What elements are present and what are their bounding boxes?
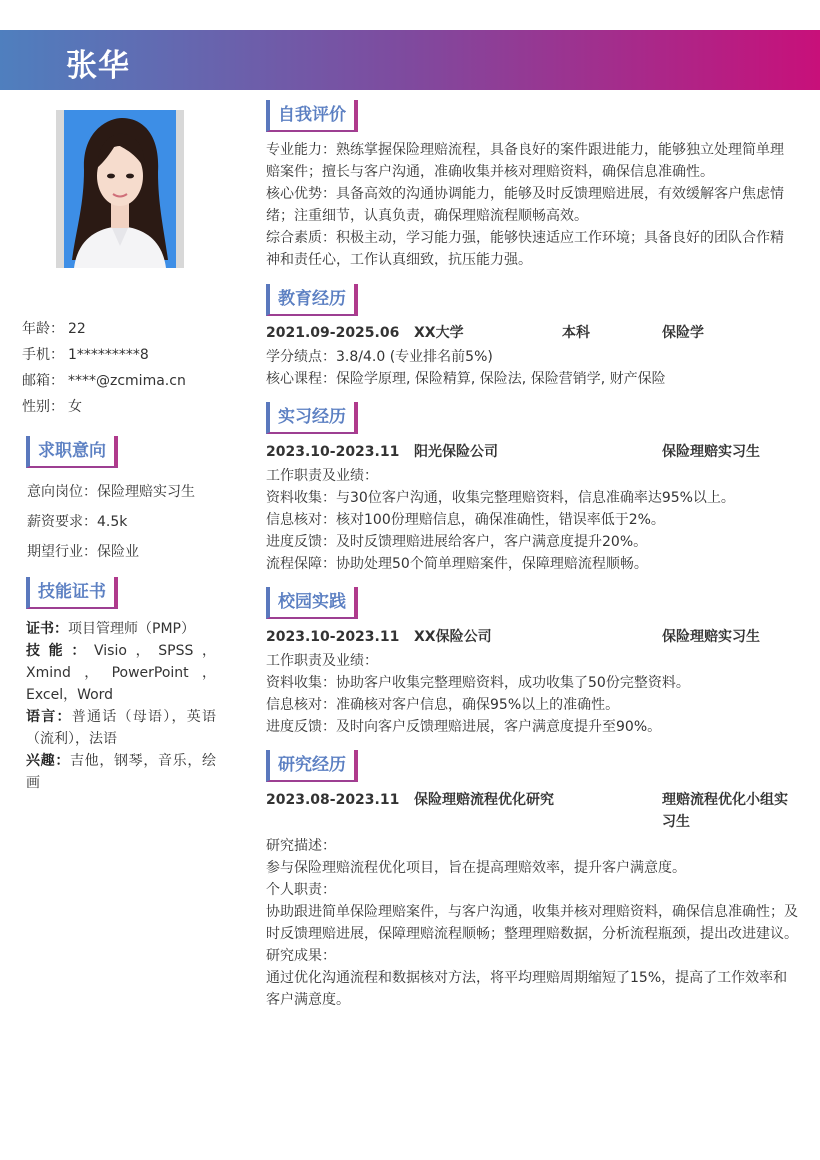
- internship-role: 保险理赔实习生: [662, 444, 760, 460]
- self-eval-strength: 核心优势：具备高效的沟通协调能力，能够及时反馈理赔进展，有效缓解客户焦虑情绪；注重细节，认真负责，确保理赔流程顺畅高效。: [266, 186, 784, 224]
- job-intent-list: [27, 477, 195, 567]
- section-title-self-eval: 自我评价: [266, 100, 358, 132]
- research-line: 研究成果：: [266, 948, 336, 964]
- internship-line: 工作职责及业绩：: [266, 468, 378, 484]
- skill-certificate: 证书：项目管理师（PMP）: [26, 621, 195, 637]
- campus-line: 工作职责及业绩：: [266, 653, 378, 669]
- research-line: 通过优化沟通流程和数据核对方法，将平均理赔周期缩短了15%，提高了工作效率和客户满意度。: [266, 970, 788, 1008]
- personal-info: [22, 316, 186, 420]
- internship-line: 流程保障：协助处理50个简单理赔案件，保障理赔流程顺畅。: [266, 556, 648, 572]
- info-phone: 手机： 1*********8: [22, 347, 149, 363]
- photo-portrait: [64, 110, 176, 268]
- section-title-research: 研究经历: [266, 750, 358, 782]
- info-gender: 性别： 女: [22, 399, 82, 415]
- intent-salary: 薪资要求：4.5k: [27, 514, 128, 530]
- profile-photo: [56, 110, 184, 268]
- internship-line: 资料收集：与30位客户沟通，收集完整理赔资料，信息准确率达95%以上。: [266, 490, 735, 506]
- research-line: 个人职责：: [266, 882, 336, 898]
- section-title-skills: 技能证书: [26, 577, 118, 609]
- section-title-campus: 校园实践: [266, 587, 358, 619]
- research-role: 理赔流程优化小组实习生: [662, 792, 788, 830]
- education-degree: 本科: [562, 325, 590, 341]
- skill-software: 技能：Visio，SPSS，Xmind，PowerPoint，Excel，Word: [26, 643, 217, 703]
- research-period: 2023.08-2023.11: [266, 792, 400, 808]
- campus-line: 信息核对：准确核对客户信息，确保95%以上的准确性。: [266, 697, 620, 713]
- research-details: [266, 835, 798, 1011]
- skill-interest: 兴趣：吉他，钢琴，音乐，绘画: [26, 753, 216, 791]
- campus-details: [266, 650, 798, 738]
- education-details: [266, 346, 798, 390]
- internship-details: [266, 465, 798, 575]
- self-eval-quality: 综合素质：积极主动，学习能力强，能够快速适应工作环境；具备良好的团队合作精神和责任心，工作认真细致，抗压能力强。: [266, 230, 784, 268]
- campus-line: 进度反馈：及时向客户反馈理赔进展，客户满意度提升至90%。: [266, 719, 662, 735]
- self-eval-text: [266, 139, 796, 271]
- skill-language: 语言：普通话（母语），英语（流利），法语: [26, 709, 216, 747]
- campus-role: 保险理赔实习生: [662, 629, 760, 645]
- research-project: 保险理赔流程优化研究: [414, 792, 554, 808]
- skills-list: [26, 618, 216, 794]
- internship-line: 信息核对：核对100份理赔信息，确保准确性，错误率低于2%。: [266, 512, 665, 528]
- education-courses: 核心课程：保险学原理, 保险精算, 保险法, 保险营销学, 财产保险: [266, 371, 666, 387]
- section-title-education: 教育经历: [266, 284, 358, 316]
- education-major: 保险学: [662, 325, 704, 341]
- header-banner: [0, 30, 820, 90]
- campus-company: XX保险公司: [414, 629, 492, 645]
- self-eval-professional: 专业能力：熟练掌握保险理赔流程，具备良好的案件跟进能力，能够独立处理简单理赔案件；擅长与客户沟通，准确收集并核对理赔资料，确保信息准确性。: [266, 142, 784, 180]
- info-age: 年龄： 22: [22, 321, 86, 337]
- candidate-name: 张华: [66, 48, 130, 84]
- education-gpa: 学分绩点：3.8/4.0 (专业排名前5%): [266, 349, 493, 365]
- section-title-job-intent: 求职意向: [26, 436, 118, 468]
- research-line: 研究描述：: [266, 838, 336, 854]
- education-school: XX大学: [414, 325, 464, 341]
- campus-period: 2023.10-2023.11: [266, 629, 400, 645]
- portrait-illustration: [64, 110, 176, 268]
- research-line: 协助跟进简单保险理赔案件，与客户沟通，收集并核对理赔资料，确保信息准确性；及时反馈理赔进展，保障理赔流程顺畅；整理理赔数据，分析流程瓶颈，提出改进建议。: [266, 904, 798, 942]
- research-line: 参与保险理赔流程优化项目，旨在提高理赔效率，提升客户满意度。: [266, 860, 686, 876]
- intent-position: 意向岗位：保险理赔实习生: [27, 484, 195, 500]
- internship-company: 阳光保险公司: [414, 444, 498, 460]
- internship-line: 进度反馈：及时反馈理赔进展给客户，客户满意度提升20%。: [266, 534, 648, 550]
- info-email: 邮箱： ****@zcmima.cn: [22, 373, 186, 389]
- campus-line: 资料收集：协助客户收集完整理赔资料，成功收集了50份完整资料。: [266, 675, 690, 691]
- internship-period: 2023.10-2023.11: [266, 444, 400, 460]
- intent-industry: 期望行业：保险业: [27, 544, 139, 560]
- section-title-internship: 实习经历: [266, 402, 358, 434]
- education-period: 2021.09-2025.06: [266, 325, 400, 341]
